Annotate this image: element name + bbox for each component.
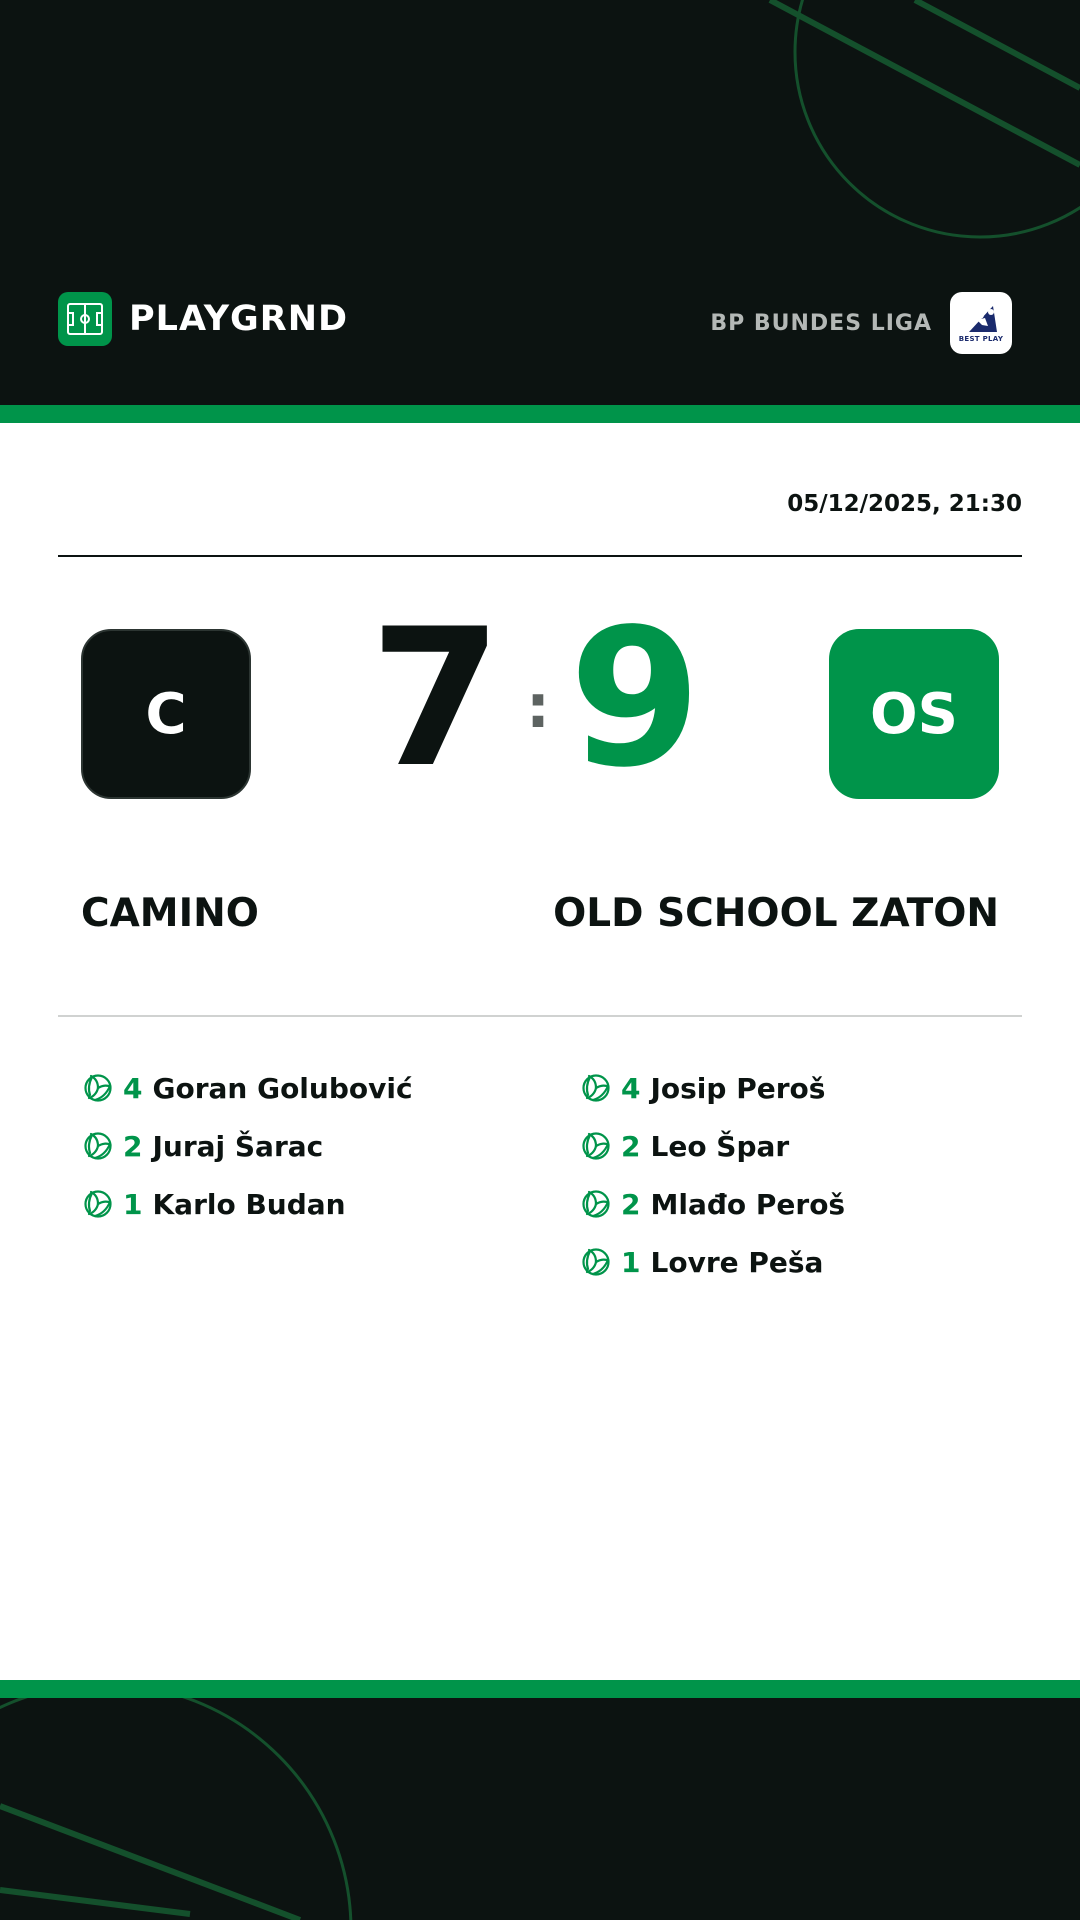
match-datetime: 05/12/2025, 21:30: [787, 491, 1022, 517]
volleyball-icon: [581, 1131, 611, 1161]
scorer-goals: 2: [123, 1129, 143, 1163]
scorer-goals: 2: [621, 1187, 641, 1221]
scorer-name: Mlađo Peroš: [650, 1187, 846, 1221]
scorer-item: [83, 1117, 413, 1175]
scorer-name: Josip Peroš: [650, 1071, 826, 1105]
pitch-lines-decoration: [0, 1698, 1080, 1920]
volleyball-icon: [83, 1131, 113, 1161]
scorer-goals: 1: [123, 1187, 143, 1221]
league-name: BP BUNDES LIGA: [710, 310, 932, 336]
scorer-name: Karlo Budan: [152, 1187, 346, 1221]
brand-name: PLAYGRND: [129, 299, 349, 339]
volleyball-player-icon: [963, 304, 999, 334]
scorer-item: [83, 1059, 413, 1117]
scorer-item: [581, 1233, 845, 1291]
accent-bar-top: [0, 405, 1080, 423]
volleyball-icon: [581, 1073, 611, 1103]
scorer-item: [83, 1175, 413, 1233]
footer-panel: [0, 1698, 1080, 1920]
scorer-name: Juraj Šarac: [152, 1129, 324, 1163]
scorer-goals: 4: [621, 1071, 641, 1105]
divider: [58, 1015, 1022, 1017]
volleyball-icon: [581, 1189, 611, 1219]
home-team-name: CAMINO: [81, 891, 259, 936]
scorer-name: Goran Golubović: [152, 1071, 413, 1105]
scorer-item: [581, 1059, 845, 1117]
away-scorers-list: [581, 1059, 845, 1291]
volleyball-icon: [83, 1073, 113, 1103]
home-scorers-list: [83, 1059, 413, 1233]
league-logo: [950, 292, 1012, 354]
score-separator: :: [526, 672, 550, 742]
league: [710, 292, 1012, 354]
scorer-goals: 2: [621, 1129, 641, 1163]
volleyball-icon: [83, 1189, 113, 1219]
scorer-name: Lovre Peša: [650, 1245, 824, 1279]
home-team-badge: C: [81, 629, 251, 799]
scorer-goals: 4: [123, 1071, 143, 1105]
league-logo-text: BEST PLAY: [958, 334, 1004, 343]
scorer-item: [581, 1175, 845, 1233]
brand: [58, 292, 348, 346]
accent-bar-bottom: [0, 1680, 1080, 1698]
header-panel: [0, 0, 1080, 405]
away-score: 9: [569, 588, 702, 809]
home-score: 7: [369, 588, 502, 809]
scorer-name: Leo Špar: [650, 1129, 790, 1163]
away-team-name: OLD SCHOOL ZATON: [553, 891, 999, 936]
scorer-item: [581, 1117, 845, 1175]
volleyball-icon: [581, 1247, 611, 1277]
divider: [58, 555, 1022, 557]
soccer-field-icon: [58, 292, 112, 346]
scorer-goals: 1: [621, 1245, 641, 1279]
away-team-badge: OS: [829, 629, 999, 799]
